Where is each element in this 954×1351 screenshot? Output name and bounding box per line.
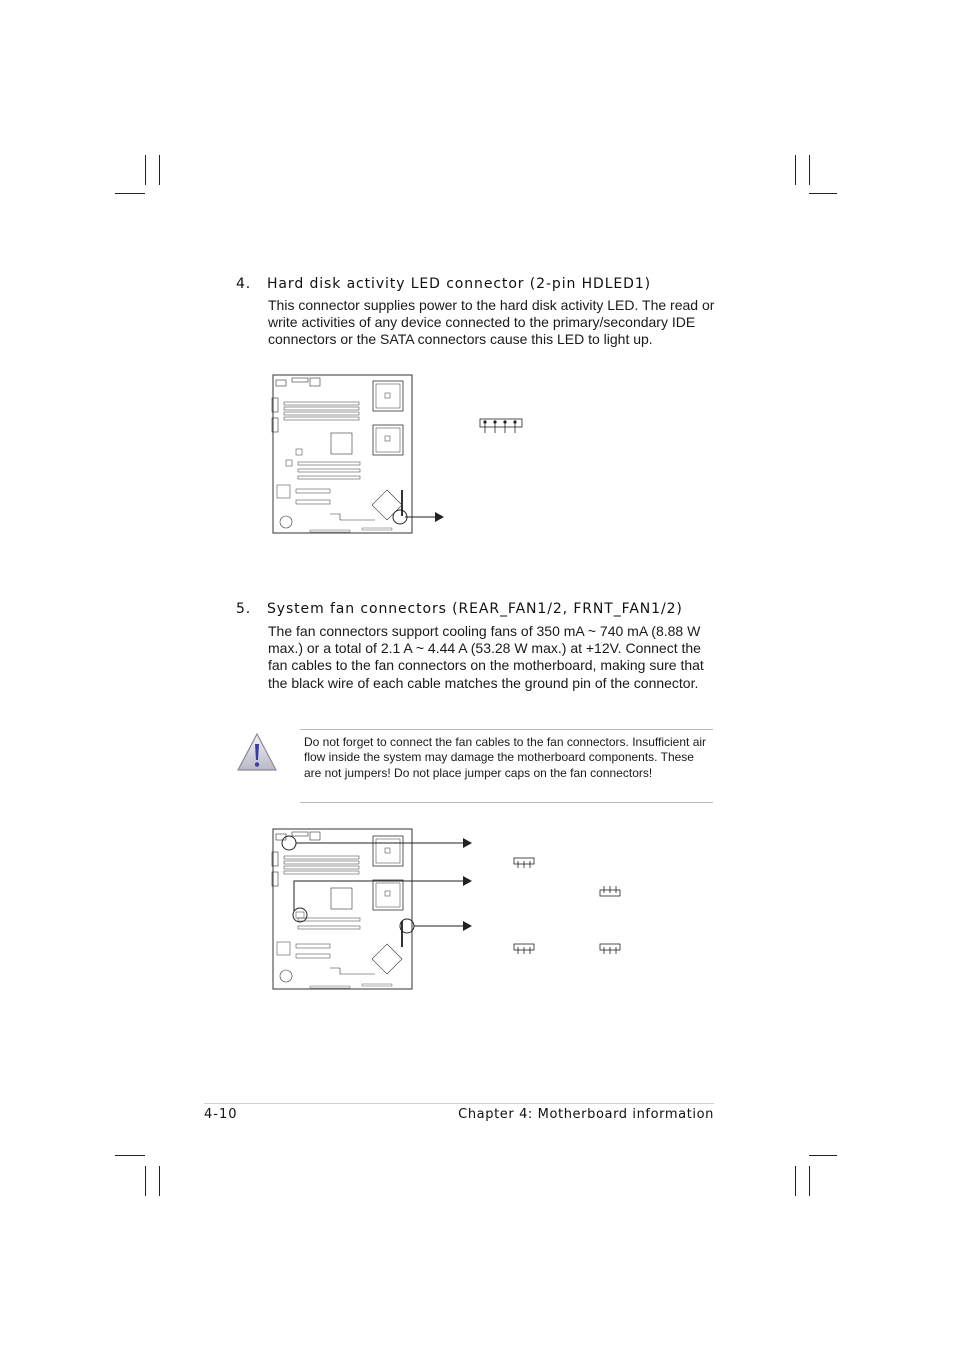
motherboard-fan-diagram (270, 826, 630, 996)
motherboard-hdled-diagram (270, 372, 530, 537)
section-body (268, 623, 723, 692)
section-body-text: The fan connectors support cooling fans of 350 mA ~ 740 mA (8.88 W max.) or a total of 2.1 A ~ 4.44 A (53.28 W max.) at +12V. Connect the fan cables to the fan connectors on the motherboard, making sure that the black wire of each cable matches the ground pin of the connector. (268, 623, 704, 691)
section-body-text: This connector supplies power to the hard disk activity LED. The read or write activities of any device connected to the primary/secondary IDE connectors or the SATA connectors cause this LED to light up. (268, 297, 715, 348)
section-heading (236, 276, 651, 292)
crop-mark (115, 193, 145, 194)
crop-mark (809, 1155, 837, 1156)
crop-mark (145, 155, 146, 185)
section-title: Hard disk activity LED connector (2-pin HDLED1) (267, 276, 652, 292)
chapter-title: Chapter 4: Motherboard information (458, 1107, 714, 1122)
section-number: 4. (236, 276, 252, 292)
caution-bottom-rule (300, 802, 713, 803)
page-number: 4-10 (204, 1107, 238, 1122)
caution-top-rule (300, 729, 713, 730)
warning-triangle-icon (236, 732, 278, 772)
caution-text: Do not forget to connect the fan cables to the fan connectors. Insufficient air flow inside the system may damage the motherboard components. These are not jumpers! Do not place jumper caps on the fan connectors! (304, 735, 707, 780)
crop-mark (809, 155, 810, 185)
section-body (268, 297, 723, 349)
crop-mark (145, 1166, 146, 1196)
crop-mark (115, 1155, 145, 1156)
crop-mark (809, 193, 837, 194)
section-heading (236, 601, 683, 617)
footer-rule (204, 1103, 714, 1104)
crop-mark (159, 155, 160, 185)
crop-mark (795, 1166, 796, 1196)
crop-mark (809, 1166, 810, 1196)
section-title: System fan connectors (REAR_FAN1/2, FRNT_FAN1/2) (267, 601, 683, 617)
crop-mark (795, 155, 796, 185)
crop-mark (159, 1166, 160, 1196)
section-number: 5. (236, 601, 252, 617)
